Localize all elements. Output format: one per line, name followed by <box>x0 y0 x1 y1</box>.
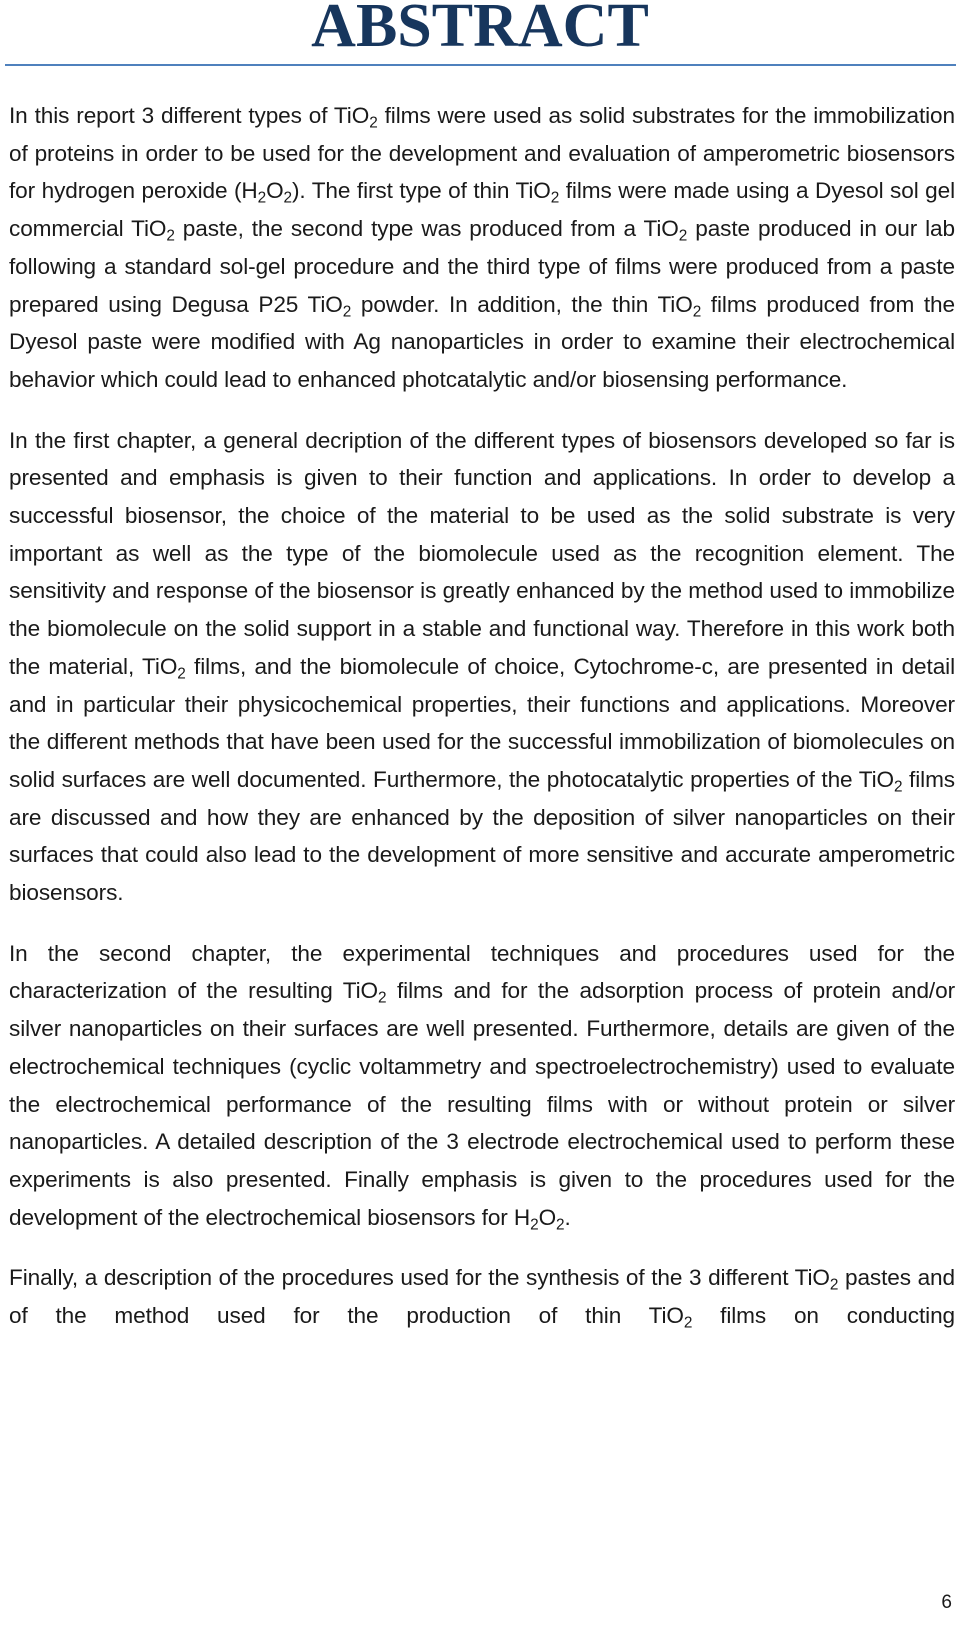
subscript: 2 <box>283 189 292 207</box>
text-run: pastes and of the method used for the production of thin TiO <box>9 1265 955 1329</box>
text-run: Finally, a description of the procedures used for the synthesis of the 3 different TiO <box>9 1265 830 1291</box>
text-run: films produced from the Dyesol paste were modified with Ag nanoparticles in order to examine their electrochemical behavior which could lead to enhanced photcatalytic and/or biosensing performance. <box>9 291 955 392</box>
paragraph-3 <box>9 935 955 1237</box>
subscript: 2 <box>829 1276 839 1294</box>
subscript: 2 <box>683 1314 693 1332</box>
text-run: films on conducting <box>692 1303 955 1329</box>
subscript: 2 <box>893 778 903 796</box>
text-run: ). The first type of thin TiO <box>292 178 551 204</box>
text-run: paste, the second type was produced from a TiO <box>174 216 679 242</box>
subscript: 2 <box>678 227 688 245</box>
page-number: 6 <box>941 1592 952 1613</box>
text-run: O <box>266 178 284 204</box>
text-run: films and for the adsorption process of protein and/or silver nanoparticles on their surfaces are well presented. Furthermore, details are given of the electrochemical techniques (cyclic voltammetry and spectroelectrochemistry) used to evaluate the electrochemical performance of the resulting films with or without protein or silver nanoparticles. A detailed description of the 3 electrode electrochemical used to perform these experiments is also presented. Finally emphasis is given to the procedures used for the development of the electrochemical biosensors for H <box>9 978 955 1230</box>
text-run: films were used as solid substrates for the immobilization of proteins in order to be used for the development and evaluation of amperometric biosensors for hydrogen peroxide (H <box>9 103 955 204</box>
subscript: 2 <box>378 989 387 1007</box>
subscript: 2 <box>550 189 560 207</box>
title-underline <box>5 64 956 66</box>
subscript: 2 <box>556 1215 565 1233</box>
text-run: films are discussed and how they are enhanced by the deposition of silver nanoparticles on their surfaces that could also lead to the development of more sensitive and accurate amperometric biosensors. <box>9 766 955 906</box>
abstract-body <box>9 97 955 1358</box>
text-run: O <box>538 1204 557 1230</box>
text-run: In this report 3 different types of TiO <box>9 103 370 128</box>
subscript: 2 <box>177 665 186 683</box>
paragraph-4 <box>9 1259 955 1334</box>
text-run: . <box>564 1204 571 1230</box>
subscript: 2 <box>369 114 378 132</box>
text-run: In the second chapter, the experimental techniques and procedures used for the characterization of the resulting TiO <box>9 940 955 1004</box>
subscript: 2 <box>342 302 352 320</box>
subscript: 2 <box>166 227 175 245</box>
paragraph-1 <box>9 97 955 399</box>
subscript: 2 <box>692 302 702 320</box>
paragraph-2 <box>9 422 955 912</box>
page-title: ABSTRACT <box>311 0 649 60</box>
text-run: paste produced in our lab following a standard sol-gel procedure and the third type of films were produced from a paste prepared using Degusa P25 TiO <box>9 216 955 317</box>
subscript: 2 <box>530 1215 539 1233</box>
text-run: films, and the biomolecule of choice, Cytochrome-c, are presented in detail and in particular their physicochemical properties, their functions and applications. Moreover the different methods that have been used for the successful immobilization of biomolecules on solid surfaces are well documented. Furthermore, the photocatalytic properties of the TiO <box>9 653 956 792</box>
subscript: 2 <box>257 189 267 207</box>
text-run: In the first chapter, a general decription of the different types of biosensors developed so far is presented and emphasis is given to their function and applications. In order to develop a successful biosensor, the choice of the material to be used as the solid substrate is very important as well as the type of the biomolecule used as the recognition element. The sensitivity and response of the biosensor is greatly enhanced by the method used to immobilize the biomolecule on the solid support in a stable and functional way. Therefore in this work both the material, TiO <box>9 427 955 679</box>
text-run: powder. In addition, the thin TiO <box>351 291 693 317</box>
text-run: films were made using a Dyesol sol gel commercial TiO <box>9 178 956 242</box>
